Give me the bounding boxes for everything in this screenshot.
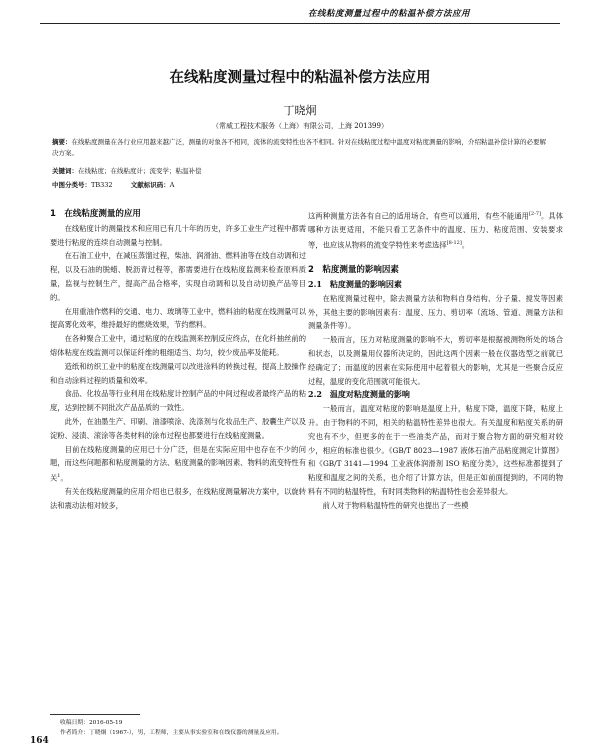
- paper-title: 在线粘度测量过程中的粘温补偿方法应用: [169, 70, 431, 86]
- paragraph-text: 。具体哪种方法更适用，不能只看工艺条件中的温度、压力、粘度范围、安装要求等，也应该从物料的流变学特性来考虑选择: [308, 211, 564, 250]
- paragraph: 造纸和纺织工业中的粘度在线测量可以改进涂料的转换过程，提高上胶操作和自动涂料过程的质量和效率。: [50, 361, 306, 385]
- classification-code: TB332: [91, 181, 113, 189]
- citation-ref: 1: [57, 473, 61, 480]
- citation-ref: [2-7]: [528, 211, 541, 217]
- page-number: 164: [30, 736, 49, 746]
- classification-label: 中图分类号：: [52, 181, 91, 189]
- section-1-heading: 1 在线粘度测量的应用: [50, 209, 141, 219]
- paragraph: 一般而言，压力对粘度测量的影响不大，剪切率是根据被测物所处的场合和状态，以及测量用仪器所决定的，因此这两个因素一般在仪器选型之前就已经确定了；而温度的因素在实际使用中起着很大的影响，尤其是一些聚合反应过程，温度的变化范围就可能很大。: [308, 335, 563, 386]
- running-title: 在线粘度测量过程中的粘温补偿方法应用: [307, 9, 470, 19]
- paragraph: 前人对于物料粘温特性的研究也提出了一些模: [322, 500, 469, 510]
- paragraph-text: 目前在线粘度测量的应用已十分广泛，但是在实际应用中也存在不少的问题，而这些问题都和粘度测量的方法、粘度测量的影响因素、物料的流变特性有关: [50, 444, 306, 483]
- doc-code: A: [169, 181, 175, 189]
- paragraph: [308, 208, 563, 252]
- citation-ref: [8-12]: [446, 240, 462, 247]
- paragraph: 在线粘度计的测量技术和应用已有几十年的历史，许多工业生产过程中都需要进行粘度的连续自动测量与控制。: [50, 223, 306, 247]
- abstract: [52, 137, 552, 159]
- section-2-1-heading: 2.1 粘度测量的影响因素: [308, 279, 402, 290]
- paragraph: 食品、化妆品等行业利用在线粘度计控制产品的中间过程或者最终产品的粘度，达到控制不同批次产品品质的一致性。: [50, 389, 306, 413]
- left-column: [50, 208, 306, 513]
- keywords: [52, 166, 202, 175]
- paragraph-text: 。: [461, 240, 470, 250]
- classification: [52, 180, 174, 189]
- footnote-received: 收稿日期：2016-05-19: [60, 720, 123, 726]
- header-rule: [40, 23, 560, 24]
- abstract-text: 在线粘度测量在各行业应用越来越广泛，测量的对象各不相同，流体的流变特性也各不相同。针对在线粘度过程中温度对粘度测量的影响，介绍粘温补偿计算的必要解决方案。: [52, 138, 546, 157]
- paragraph: 一般而言，温度对粘度的影响是温度上升，粘度下降，温度下降，粘度上升。由于物料的不同，相关的粘温特性差异也很大。有关温度和粘度关系的研究也有不少，但更多的在于一些油类产品，而对于聚合物方面的研究相对较少，相应的标准也很少。《GB/T 8023—1987 液体石油产品粘度测定计算图》和《GB/T 3141—1994 工业液体润滑剂 ISO 粘度分类》，这些标准都提到了粘度和温度之间的关系，也介绍了计算方法，但是正如前面提到的，不同的物料有不同的粘温特性，有时同类物料的粘温特性也会差异很大。: [308, 404, 563, 496]
- keywords-text: 在线粘度；在线粘度计；流变学；粘温补偿: [78, 167, 202, 175]
- footnote-rule: [50, 714, 140, 715]
- paragraph-text: 这两种测量方法各有自己的适用场合，有些可以通用，有些不能通用: [308, 211, 529, 221]
- paragraph: 有关在线粘度测量的应用介绍也已很多，在线粘度测量解决方案中，以旋转法和震动法相对较多，: [50, 487, 306, 511]
- section-2-2-heading: 2.2 温度对粘度测量的影响: [308, 389, 410, 400]
- right-column: [308, 208, 563, 513]
- keywords-label: 关键词：: [52, 167, 78, 175]
- doc-code-label: 文献标识码：: [130, 181, 170, 189]
- paragraph: 在用重油作燃料的交通、电力、玻璃等工业中，燃料油的粘度在线测量可以提高雾化效率，维持最好的燃烧效果，节约燃料。: [50, 306, 306, 330]
- author: 丁晓炯: [283, 104, 317, 117]
- affiliation: （常威工程技术服务（上海）有限公司，上海 201399）: [212, 122, 388, 130]
- paragraph: 此外，在油墨生产、印刷、油漆喷涂、洗涤剂与化妆品生产、胶囊生产以及淀粉、浸渍、滚涂等各类材料的涂布过程也都要进行在线粘度测量。: [50, 416, 306, 440]
- paragraph: 在石油工业中，在减压蒸馏过程，柴油、润滑油、燃料油等在线自动调和过程，以及石油的脱蜡、脱沥青过程等，都需要进行在线粘度监测来检查原料质量，监视与控制生产，提高产品合格率，实现自动调和以及自动切换产品等目的。: [50, 251, 306, 302]
- paragraph: 目前在线粘度测量的应用已十分广泛，但是在实际应用中也存在不少的问题，而这些问题都和粘度测量的方法、粘度测量的影响因素、物料的流变特性有关$^1$。: [50, 444, 306, 483]
- paragraph: 在各种聚合工业中，通过粘度的在线监测来控制反应终点，在化纤抽丝前的熔体粘度在线监测可以保证纤维的粗细适当、均匀，较少废品率及能耗。: [50, 334, 306, 357]
- abstract-label: 摘要：: [52, 138, 72, 146]
- section-2-heading: 2 粘度测量的影响因素: [308, 265, 399, 276]
- footnote-author-bio: 作者简介：丁晓炯（1967-），男，工程师，主要从事实验室和在线仪器的测量及应用。: [60, 730, 283, 736]
- paragraph: 在粘度测量过程中，除去测量方法和物料自身结构、分子量、搅发等因素外，其他主要的影响因素有：温度、压力、剪切率（流场、管道、测量方法和测量条件等）。: [308, 293, 563, 331]
- running-header: [0, 4, 600, 24]
